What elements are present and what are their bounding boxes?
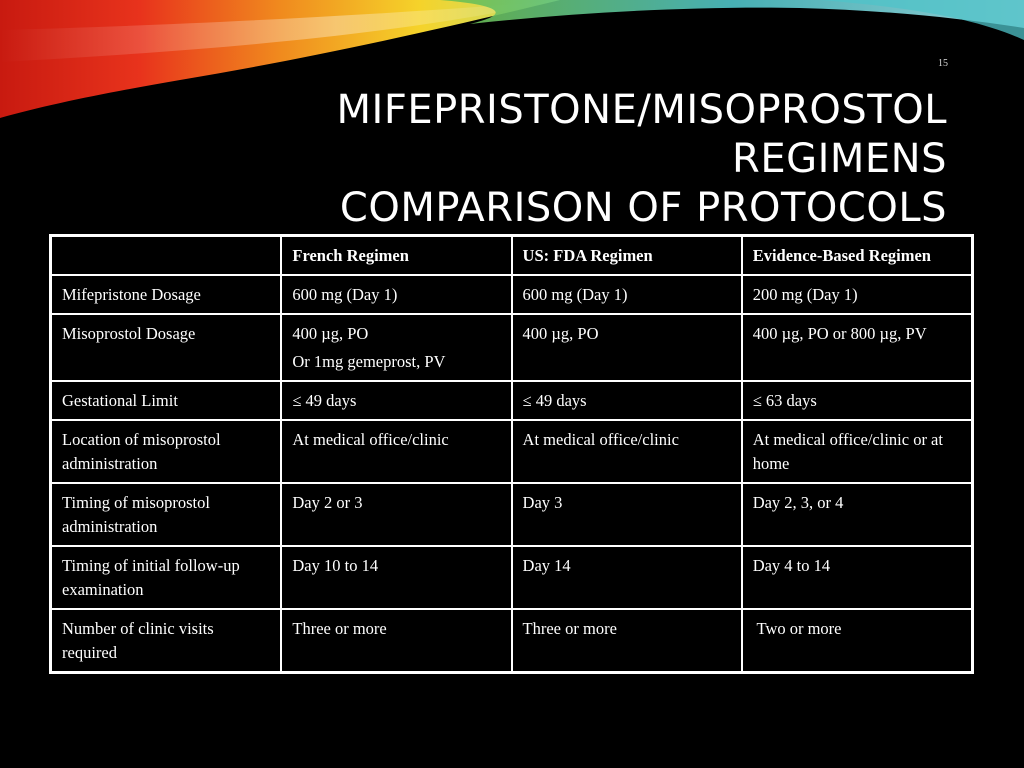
cell-text: 400 µg, PO or 800 µg, PV [752, 324, 927, 343]
table-cell [512, 483, 742, 546]
table-cell [512, 420, 742, 483]
table-row [51, 609, 973, 673]
title-line: REGIMENS [732, 136, 947, 182]
cell-text: Day 10 to 14 [292, 556, 379, 575]
table-row [51, 546, 973, 609]
table-row [51, 381, 973, 420]
column-header-evidence-based: Evidence-Based Regimen [742, 236, 973, 276]
table-row [51, 314, 973, 381]
cell-text: 200 mg (Day 1) [752, 285, 858, 304]
cell-text: Day 4 to 14 [752, 556, 831, 575]
table-cell [281, 381, 511, 420]
table-header-row [51, 236, 973, 276]
row-label: Misoprostol Dosage [51, 314, 282, 381]
table-cell [742, 609, 973, 673]
cell-text: Three or more [292, 619, 387, 638]
cell-text: Two or more [752, 619, 842, 638]
row-label: Location of misoprostol administration [51, 420, 282, 483]
cell-text: 400 µg, PO [292, 324, 369, 343]
cell-text: Day 2, 3, or 4 [752, 493, 844, 512]
table-cell [281, 483, 511, 546]
table-cell [281, 275, 511, 314]
cell-text: Day 14 [522, 556, 571, 575]
row-label: Gestational Limit [51, 381, 282, 420]
column-header-blank [51, 236, 282, 276]
table-cell [512, 275, 742, 314]
cell-text: At medical office/clinic or at home [752, 430, 943, 473]
table-row [51, 420, 973, 483]
row-label: Mifepristone Dosage [51, 275, 282, 314]
cell-text: 600 mg (Day 1) [522, 285, 628, 304]
table-cell [512, 314, 742, 381]
table-row [51, 275, 973, 314]
cell-text: At medical office/clinic [292, 430, 449, 449]
slide-title [227, 86, 947, 233]
table-cell [512, 609, 742, 673]
table-cell [281, 609, 511, 673]
row-label: Number of clinic visits required [51, 609, 282, 673]
table-cell [281, 420, 511, 483]
cell-text: 600 mg (Day 1) [292, 285, 398, 304]
cell-text: Day 3 [522, 493, 563, 512]
cell-text: 400 µg, PO [522, 324, 599, 343]
table-cell [512, 546, 742, 609]
table-cell [281, 314, 511, 381]
row-label: Timing of initial follow-up examination [51, 546, 282, 609]
table-cell [742, 381, 973, 420]
cell-text: Or 1mg gemeprost, PV [292, 352, 446, 371]
table-cell [512, 381, 742, 420]
table-cell [742, 275, 973, 314]
cell-text: At medical office/clinic [522, 430, 679, 449]
title-line: COMPARISON OF PROTOCOLS [339, 185, 947, 231]
column-header-us-fda: US: FDA Regimen [512, 236, 742, 276]
table-cell [281, 546, 511, 609]
table-cell [742, 546, 973, 609]
cell-text: ≤ 49 days [292, 391, 357, 410]
table-cell [742, 420, 973, 483]
table-cell [742, 314, 973, 381]
table-row [51, 483, 973, 546]
cell-text: ≤ 63 days [752, 391, 817, 410]
cell-text: Three or more [522, 619, 617, 638]
row-label: Timing of misoprostol administration [51, 483, 282, 546]
table-cell [742, 483, 973, 546]
column-header-french: French Regimen [281, 236, 511, 276]
slide-number: 15 [938, 58, 948, 69]
cell-text: ≤ 49 days [522, 391, 587, 410]
cell-text: Day 2 or 3 [292, 493, 363, 512]
comparison-table [49, 234, 974, 674]
title-line: MIFEPRISTONE/MISOPROSTOL [336, 87, 947, 133]
